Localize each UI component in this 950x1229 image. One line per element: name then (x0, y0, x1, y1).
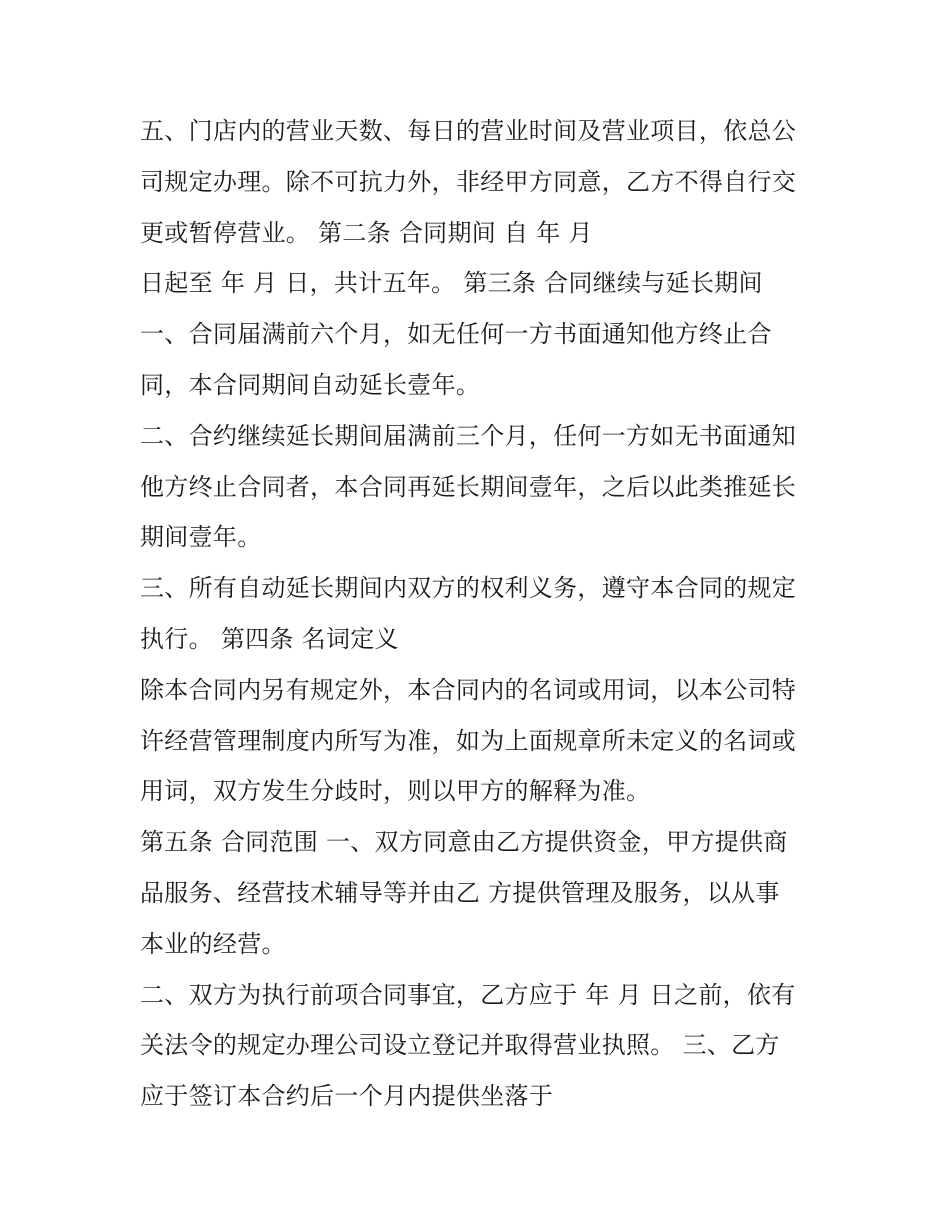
text-line: 日起至 年 月 日，共计五年。 第三条 合同继续与延长期间 (140, 269, 763, 298)
text-line: 五、门店内的营业天数、每日的营业时间及营业项目，依总公 (140, 117, 797, 145)
text-line: 许经营管理制度内所写为准，如为上面规章所未定义的名词或 (140, 726, 797, 755)
text-line: 除本合同内另有规定外，本合同内的名词或用词，以本公司特 (140, 675, 797, 704)
text-line: 用词，双方发生分歧时，则以甲方的解释为准。 (140, 777, 651, 806)
text-line: 司规定办理。除不可抗力外，非经甲方同意，乙方不得自行交 (140, 167, 797, 196)
text-line: 关法令的规定办理公司设立登记并取得营业执照。 三、乙方 (140, 1031, 780, 1060)
text-line: 执行。 第四条 名词定义 (140, 624, 399, 653)
text-line: 二、双方为执行前项合同事宜，乙方应于 年 月 日之前，依有 (140, 980, 796, 1009)
text-line: 品服务、经营技术辅导等并由乙 方提供管理及服务，以从事 (140, 878, 780, 907)
text-line: 同，本合同期间自动延长壹年。 (140, 370, 481, 399)
document-body (140, 106, 820, 1122)
text-line: 期间壹年。 (140, 523, 262, 552)
text-line: 他方终止合同者，本合同再延长期间壹年，之后以此类推延长 (140, 472, 797, 501)
text-line: 本业的经营。 (140, 929, 286, 958)
text-line: 应于签订本合约后一个月内提供坐落于 (140, 1082, 554, 1111)
text-line: 三、所有自动延长期间内双方的权利义务，遵守本合同的规定 (140, 574, 797, 603)
text-line: 第五条 合同范围 一、双方同意由乙方提供资金，甲方提供商 (140, 828, 788, 857)
text-line: 更或暂停营业。 第二条 合同期间 自 年 月 (140, 218, 593, 247)
text-line: 二、合约继续延长期间届满前三个月，任何一方如无书面通知 (140, 421, 797, 450)
text-line: 一、合同届满前六个月，如无任何一方书面通知他方终止合 (140, 320, 772, 349)
